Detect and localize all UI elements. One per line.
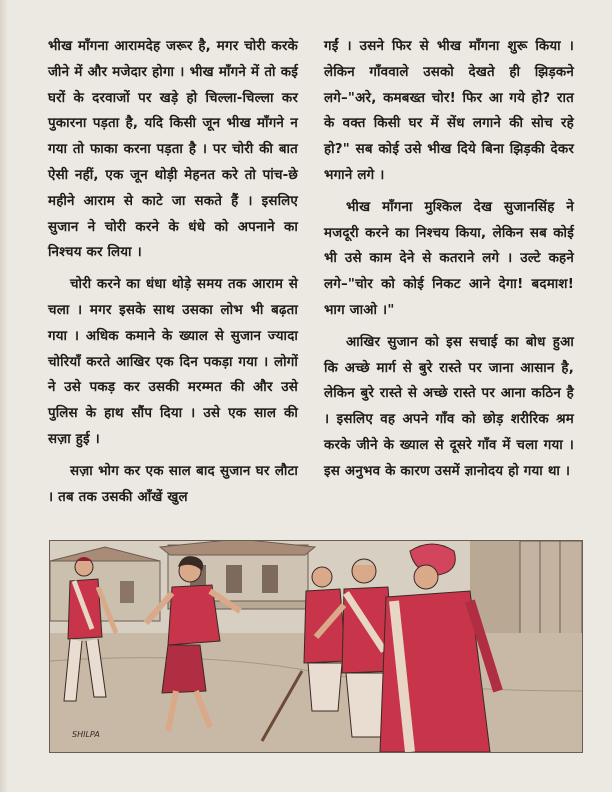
paragraph: चोरी करने का धंधा थोड़े समय तक आराम से चला । मगर इसके साथ उसका लोभ भी बढ़ता गया । अधिक कमाने के ख्याल से सुजान ज्यादा चोरियाँ करते आखिर एक दिन पकड़ा गया । लोगों ने उसे पकड़ कर उसकी मरम्मत की और उसे पुलिस के हाथ सौंप दिया । उसे एक साल की सज़ा हुई । bbox=[48, 277, 298, 447]
left-text-column bbox=[48, 34, 298, 510]
paragraph: सज़ा भोग कर एक साल बाद सुजान घर लौटा । तब तक उसकी आँखें खुल bbox=[48, 463, 298, 505]
artist-signature: SHILPA bbox=[72, 730, 100, 739]
paragraph: भीख माँगना आरामदेह जरूर है, मगर चोरी करके जीने में और मजेदार होगा । भीख माँगने में तो कई घरों के दरवाजों पर खड़े हो चिल्ला-चिल्ला कर पुकारना पड़ता है, यदि किसी जून भीख माँगने न गया तो फाका करना पड़ता है । पर चोरी की बात ऐसी नहीं, एक जून थोड़ी मेहनत करे तो पांच-छे महीने आराम से काटे जा सकते हैं । इसलिए सुजान ने चोरी करने के धंधे को अपनाने का निश्चय कर लिया । bbox=[48, 39, 298, 261]
story-illustration bbox=[49, 540, 583, 753]
page-edge bbox=[0, 0, 8, 792]
right-text-column bbox=[324, 34, 574, 485]
paragraph: भीख माँगना मुश्किल देख सुजानसिंह ने मजदूरी करने का निश्चय किया, लेकिन सब कोई भी उसे काम देने से कतराने लगे । उल्टे कहने लगे–"चोर को कोई निकट आने देगा! बदमाश! भाग जाओ ।" bbox=[324, 199, 574, 318]
paragraph: गईं । उसने फिर से भीख माँगना शुरू किया । लेकिन गाँववाले उसको देखते ही झिड़कने लगे–"अरे, कमबख्त चोर! फिर आ गये हो? रात के वक्त किसी घर में सेंध लगाने की सोच रहे हो?" सब कोई उसे भीख दिये बिना झिड़की देकर भगाने लगे । bbox=[324, 39, 574, 183]
paragraph: आखिर सुजान को इस सचाई का बोध हुआ कि अच्छे मार्ग से बुरे रास्ते पर जाना आसान है, लेकिन बुरे रास्ते से अच्छे रास्ते पर आना कठिन है । इसलिए वह अपने गाँव को छोड़ शरीरिक श्रम करके जीने के ख्याल से दूसरे गाँव में चला गया । इस अनुभव के कारण उसमें ज्ञानोदय हो गया था । bbox=[324, 334, 574, 479]
illustration-drawing bbox=[50, 541, 582, 752]
